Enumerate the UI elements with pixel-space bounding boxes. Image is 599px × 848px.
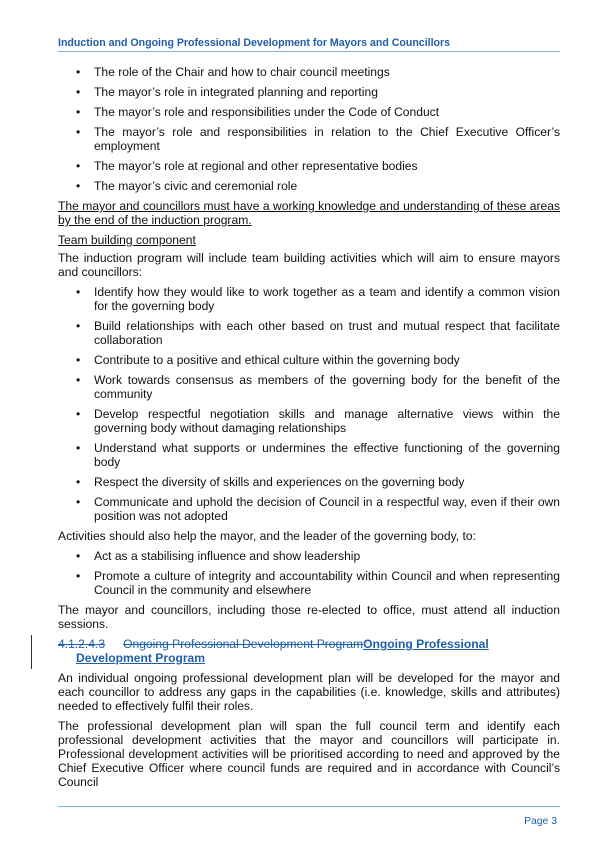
deleted-section-title: Ongoing Professional Development Program bbox=[123, 637, 364, 651]
list-item: • Work towards consensus as members of the governing body for the benefit of the community bbox=[58, 373, 560, 401]
leadership-intro: Activities should also help the mayor, and the leader of the governing body, to: bbox=[58, 529, 476, 543]
team-building-heading: Team building component bbox=[58, 233, 196, 247]
team-building-list bbox=[58, 285, 560, 523]
list-item: • The mayor’s role at regional and other representative bodies bbox=[58, 159, 560, 173]
deleted-section-number: 4.1.2.4.3 bbox=[58, 637, 106, 651]
team-building-intro: The induction program will include team building activities which will aim to ensure mayors and councillors: bbox=[58, 251, 560, 279]
list-item: • Respect the diversity of skills and experiences on the governing body bbox=[58, 475, 560, 489]
list-item: • The mayor’s role and responsibilities in relation to the Chief Executive Officer’s employment bbox=[58, 125, 560, 153]
inserted-section-title-continued: Development Program bbox=[76, 651, 206, 665]
mayor-role-list bbox=[58, 65, 560, 193]
inserted-section-title: Ongoing Professional bbox=[363, 637, 489, 651]
list-item: • Build relationships with each other based on trust and mutual respect that facilitate collaboration bbox=[58, 319, 560, 347]
header-divider bbox=[58, 51, 560, 52]
list-item: • Develop respectful negotiation skills and manage alternative views within the governing body without damaging relationships bbox=[58, 407, 560, 435]
footer-divider bbox=[58, 806, 560, 807]
paragraph: The professional development plan will span the full council term and identify each professional development activities that the mayor and councillors will participate in. Professional development activities will be prioritised according to need and approved by the Chief Executive Officer where council funds are required and in accordance with Council’s Council bbox=[58, 719, 560, 789]
list-item: • Promote a culture of integrity and accountability within Council and when representing Council in the community and elsewhere bbox=[58, 569, 560, 597]
list-item: • Contribute to a positive and ethical culture within the governing body bbox=[58, 353, 560, 367]
list-item: • The mayor’s civic and ceremonial role bbox=[58, 179, 560, 193]
page-number: Page 3 bbox=[524, 816, 557, 827]
page-body bbox=[58, 65, 560, 795]
change-bar bbox=[31, 635, 32, 669]
list-item: • Act as a stabilising influence and show leadership bbox=[58, 549, 560, 563]
list-item: • Understand what supports or undermines the effective functioning of the governing body bbox=[58, 441, 560, 469]
section-heading bbox=[58, 637, 560, 665]
knowledge-statement: The mayor and councillors must have a working knowledge and understanding of these areas by the end of the induction program. bbox=[58, 199, 560, 227]
attendance-statement: The mayor and councillors, including those re-elected to office, must attend all induction sessions. bbox=[58, 603, 560, 631]
list-item: • The mayor’s role and responsibilities under the Code of Conduct bbox=[58, 105, 560, 119]
paragraph: An individual ongoing professional development plan will be developed for the mayor and each councillor to address any gaps in the capabilities (i.e. knowledge, skills and attributes) needed to effectively fulfil their roles. bbox=[58, 671, 560, 713]
list-item: • The role of the Chair and how to chair council meetings bbox=[58, 65, 560, 79]
leadership-list bbox=[58, 549, 560, 597]
list-item: • The mayor’s role in integrated planning and reporting bbox=[58, 85, 560, 99]
list-item: • Identify how they would like to work together as a team and identify a common vision for the governing body bbox=[58, 285, 560, 313]
running-header: Induction and Ongoing Professional Development for Mayors and Councillors bbox=[58, 37, 451, 49]
list-item: • Communicate and uphold the decision of Council in a respectful way, even if their own position was not adopted bbox=[58, 495, 560, 523]
